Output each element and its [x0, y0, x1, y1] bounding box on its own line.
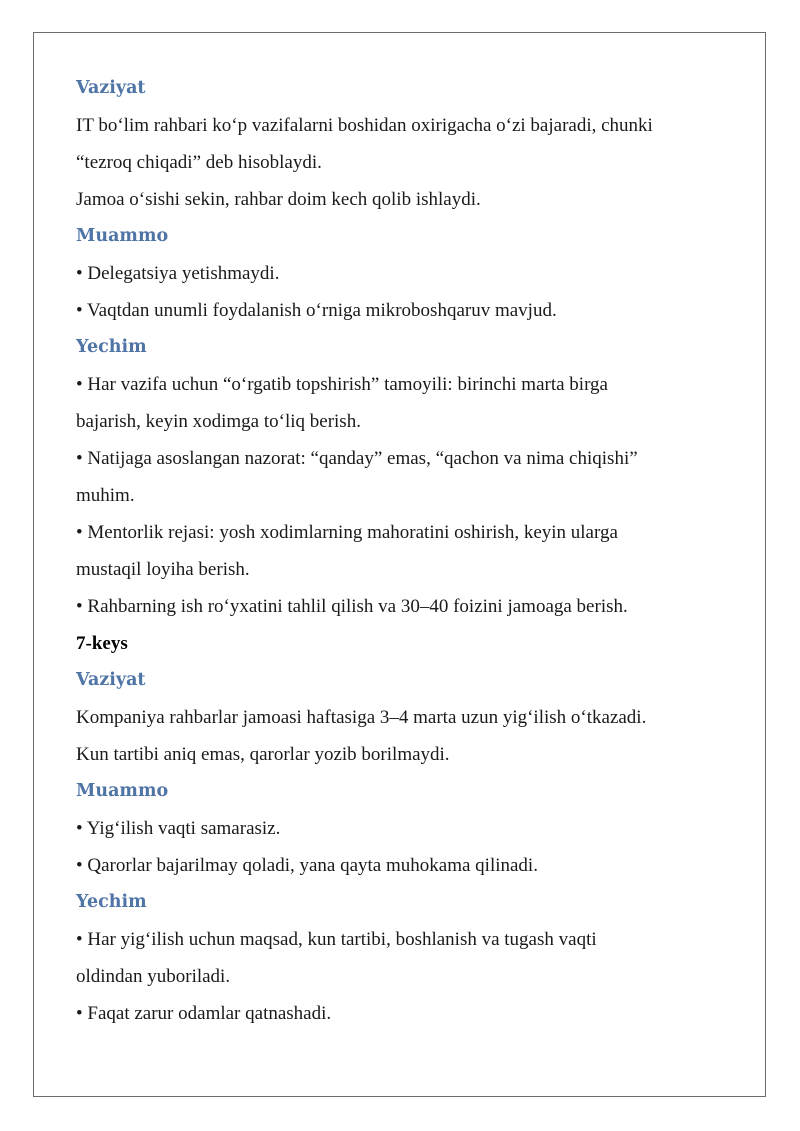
- bullet-continuation: muhim.: [76, 485, 135, 506]
- situation-heading: Vaziyat: [76, 670, 146, 690]
- bullet-item: • Vaqtdan unumli foydalanish o‘rniga mikroboshqaruv mavjud.: [76, 300, 557, 321]
- case-title: 7-keys: [76, 633, 128, 654]
- bullet-continuation: oldindan yuboriladi.: [76, 966, 231, 987]
- bullet-item: • Rahbarning ish ro‘yxatini tahlil qilish va 30–40 foizini jamoaga berish.: [76, 596, 628, 617]
- bullet-item: • Qarorlar bajarilmay qoladi, yana qayta muhokama qilinadi.: [76, 855, 538, 876]
- paragraph-line: “tezroq chiqadi” deb hisoblaydi.: [76, 152, 322, 173]
- bullet-item: • Yig‘ilish vaqti samarasiz.: [76, 818, 281, 839]
- bullet-item: • Har yig‘ilish uchun maqsad, kun tartibi, boshlanish va tugash vaqti: [76, 929, 597, 950]
- solution-heading: Yechim: [76, 337, 147, 357]
- situation-heading: Vaziyat: [76, 78, 146, 98]
- bullet-item: • Faqat zarur odamlar qatnashadi.: [76, 1003, 332, 1024]
- bullet-item: • Har vazifa uchun “o‘rgatib topshirish” tamoyili: birinchi marta birga: [76, 374, 608, 395]
- paragraph-line: Jamoa o‘sishi sekin, rahbar doim kech qolib ishlaydi.: [76, 189, 481, 210]
- problem-heading: Muammo: [76, 226, 169, 246]
- bullet-item: • Mentorlik rejasi: yosh xodimlarning mahoratini oshirish, keyin ularga: [76, 522, 618, 543]
- bullet-continuation: bajarish, keyin xodimga to‘liq berish.: [76, 411, 361, 432]
- paragraph-line: IT bo‘lim rahbari ko‘p vazifalarni boshidan oxirigacha o‘zi bajaradi, chunki: [76, 115, 653, 136]
- problem-heading: Muammo: [76, 781, 169, 801]
- bullet-continuation: mustaqil loyiha berish.: [76, 559, 250, 580]
- document-body: [76, 70, 736, 1032]
- paragraph-line: Kompaniya rahbarlar jamoasi haftasiga 3–4 marta uzun yig‘ilish o‘tkazadi.: [76, 707, 647, 728]
- solution-heading: Yechim: [76, 892, 147, 912]
- bullet-item: • Delegatsiya yetishmaydi.: [76, 263, 280, 284]
- paragraph-line: Kun tartibi aniq emas, qarorlar yozib borilmaydi.: [76, 744, 450, 765]
- bullet-item: • Natijaga asoslangan nazorat: “qanday” emas, “qachon va nima chiqishi”: [76, 448, 638, 469]
